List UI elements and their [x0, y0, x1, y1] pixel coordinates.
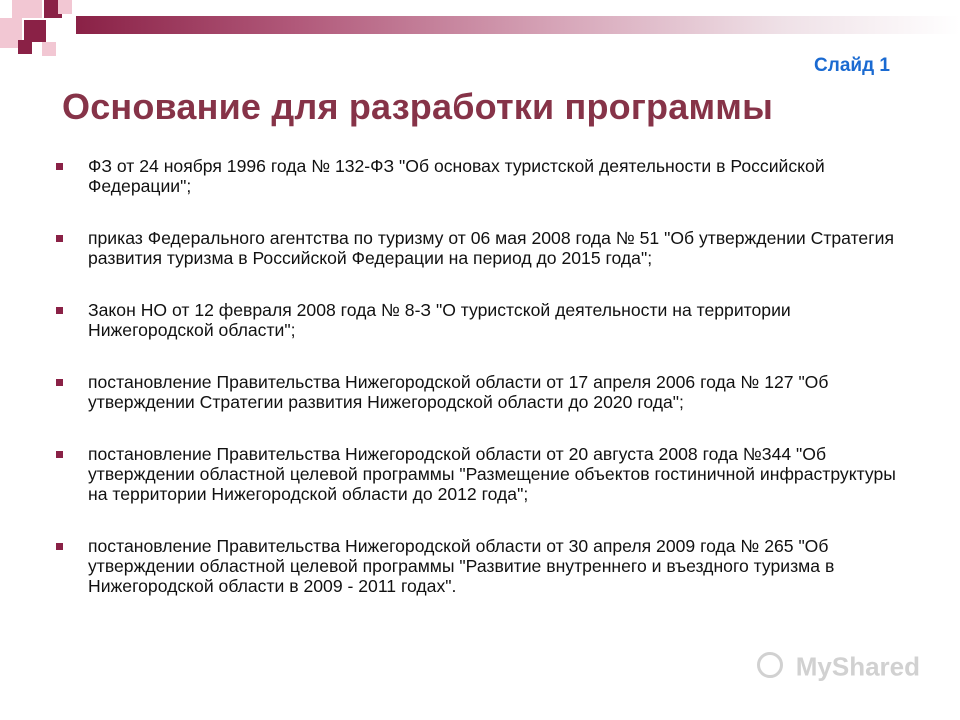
bullet-square-icon: [56, 543, 63, 550]
bullet-square-icon: [56, 163, 63, 170]
list-item: [56, 372, 896, 412]
header-gradient-band: [76, 16, 960, 34]
list-item-text: приказ Федерального агентства по туризму от 06 мая 2008 года № 51 "Об утверждении Стратегия развития туризма в Российской Федерации на период до 2015 года";: [88, 228, 894, 268]
watermark: [757, 650, 921, 683]
bullet-square-icon: [56, 379, 63, 386]
list-item-text: постановление Правительства Нижегородской области от 30 апреля 2009 года № 265 "Об утверждении областной целевой программы "Развитие внутреннего и въездного туризма в Нижегородской области в 2009 - 2011 годах".: [88, 536, 835, 596]
list-item-text: ФЗ от 24 ноября 1996 года № 132-ФЗ "Об основах туристской деятельности в Российской Федерации";: [88, 156, 825, 196]
list-item-text: постановление Правительства Нижегородской области от 17 апреля 2006 года № 127 "Об утверждении Стратегии развития Нижегородской области до 2020 года";: [88, 372, 829, 412]
slide-label: Слайд 1: [814, 55, 890, 76]
decor-square: [42, 42, 56, 56]
list-item: [56, 300, 896, 340]
list-item: [56, 444, 896, 504]
decor-square: [18, 40, 32, 54]
list-item: [56, 156, 896, 196]
myshared-logo-icon: [757, 652, 783, 678]
list-item: [56, 536, 896, 596]
bullet-square-icon: [56, 235, 63, 242]
bullet-square-icon: [56, 451, 63, 458]
bullet-square-icon: [56, 307, 63, 314]
watermark-text: MyShared: [795, 651, 920, 682]
list-item: [56, 228, 896, 268]
decor-square: [58, 0, 72, 14]
bullet-list: [56, 156, 896, 628]
decor-square: [24, 20, 46, 42]
decor-square: [12, 0, 42, 18]
list-item-text: Закон НО от 12 февраля 2008 года № 8-З "О туристской деятельности на территории Нижегородской области";: [88, 300, 791, 340]
slide-title: Основание для разработки программы: [62, 86, 774, 127]
list-item-text: постановление Правительства Нижегородской области от 20 августа 2008 года №344 "Об утверждении областной целевой программы "Размещение объектов гостиничной инфраструктуры на территории Нижегородской области до 2012 года";: [88, 444, 896, 504]
